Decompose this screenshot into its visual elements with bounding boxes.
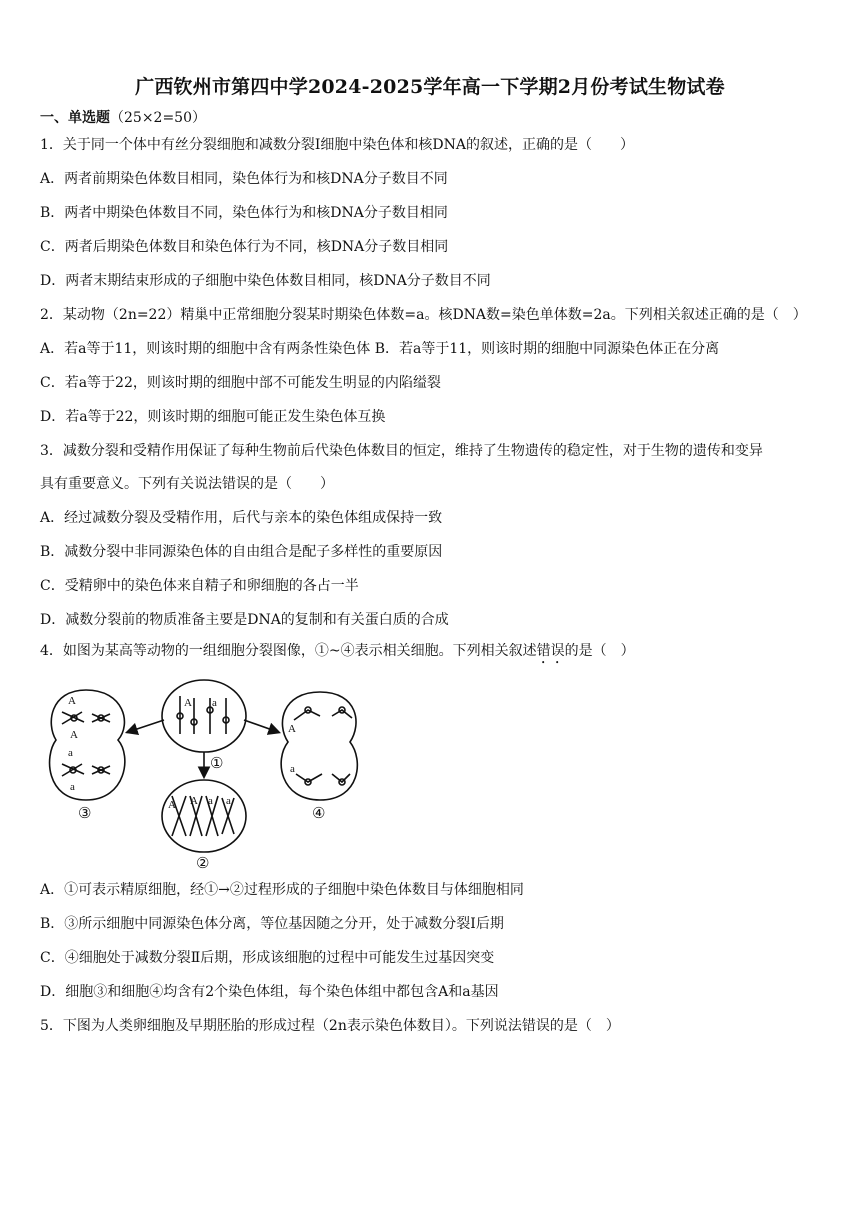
- arrow-1-to-4: [244, 720, 278, 732]
- gene-label: A: [68, 695, 76, 707]
- q3-stem-line1: 3．减数分裂和受精作用保证了每种生物前后代染色体数目的恒定，维持了生物遗传的稳定性，对于生物的遗传和变异: [40, 443, 763, 459]
- q1-option-d: D．两者末期结束形成的子细胞中染色体数目相同，核DNA分子数目不同: [40, 273, 491, 289]
- cell-4-outline: [281, 692, 357, 800]
- q3-option-a: A．经过减数分裂及受精作用，后代与亲本的染色体组成保持一致: [40, 510, 443, 526]
- cell-label-2: ②: [196, 856, 210, 872]
- section-name: 一、单选题: [40, 110, 110, 126]
- q4-stem-post: 的是（ ）: [564, 643, 635, 659]
- q4-option-d: D．细胞③和细胞④均含有2个染色体组，每个染色体组中都包含A和a基因: [40, 984, 499, 1000]
- gene-label: a: [290, 763, 295, 775]
- cell-1-outline: [162, 680, 246, 752]
- gene-label: a: [226, 795, 231, 807]
- q3-option-d: D．减数分裂前的物质准备主要是DNA的复制和有关蛋白质的合成: [40, 612, 449, 628]
- q1-option-c: C．两者后期染色体数目和染色体行为不同，核DNA分子数目相同: [40, 239, 449, 255]
- gene-label: A: [190, 795, 198, 807]
- q4-option-b: B．③所示细胞中同源染色体分离，等位基因随之分开，处于减数分裂Ⅰ后期: [40, 916, 504, 932]
- q2-option-d: D．若a等于22，则该时期的细胞可能正发生染色体互换: [40, 409, 386, 425]
- q4-stem-pre: 4．如图为某高等动物的一组细胞分裂图像，①~④表示相关细胞。下列相关叙述: [40, 643, 537, 659]
- gene-label: A: [168, 799, 176, 811]
- gene-label: a: [70, 781, 75, 793]
- cell-label-3: ③: [78, 806, 92, 822]
- q2-stem: 2．某动物（2n=22）精巢中正常细胞分裂某时期染色体数=a。核DNA数=染色单体数=2a。下列相关叙述正确的是（ ）: [40, 307, 807, 323]
- q4-option-a: A．①可表示精原细胞，经①→②过程形成的子细胞中染色体数目与体细胞相同: [40, 882, 524, 898]
- q4-option-c: C．④细胞处于减数分裂Ⅱ后期，形成该细胞的过程中可能发生过基因突变: [40, 950, 495, 966]
- cell-label-4: ④: [312, 806, 326, 822]
- q2-option-c: C．若a等于22，则该时期的细胞中部不可能发生明显的内陷缢裂: [40, 375, 441, 391]
- arrow-1-to-3: [128, 720, 164, 732]
- q4-stem: [40, 641, 635, 667]
- q4-stem-emphasis: 错误: [536, 643, 565, 659]
- q2-option-ab: A．若a等于11，则该时期的细胞中含有两条性染色体 B．若a等于11，则该时期的细胞中同源染色体正在分离: [40, 341, 720, 357]
- q3-stem-line2: 具有重要意义。下列有关说法错误的是（ ）: [40, 476, 334, 492]
- gene-label: a: [68, 747, 73, 759]
- q1-option-b: B．两者中期染色体数目不同，染色体行为和核DNA分子数目相同: [40, 205, 448, 221]
- gene-label: A: [70, 729, 78, 741]
- page-title: 广西钦州市第四中学2024-2025学年高一下学期2月份考试生物试卷: [135, 76, 725, 98]
- gene-label: a: [208, 795, 213, 807]
- gene-label: A: [184, 697, 192, 709]
- cell-division-figure: [40, 676, 370, 872]
- q5-stem: 5．下图为人类卵细胞及早期胚胎的形成过程（2n表示染色体数目）。下列说法错误的是（ ）: [40, 1018, 620, 1034]
- cell-2-outline: [162, 780, 246, 852]
- q3-option-c: C．受精卵中的染色体来自精子和卵细胞的各占一半: [40, 578, 359, 594]
- section-heading: [40, 108, 206, 128]
- q1-option-a: A．两者前期染色体数目相同，染色体行为和核DNA分子数目不同: [40, 171, 448, 187]
- section-points: （25×2=50）: [110, 110, 206, 126]
- q3-option-b: B．减数分裂中非同源染色体的自由组合是配子多样性的重要原因: [40, 544, 443, 560]
- cell-3-outline: [50, 690, 125, 800]
- q1-stem: 1．关于同一个体中有丝分裂细胞和减数分裂Ⅰ细胞中染色体和核DNA的叙述，正确的是（ ）: [40, 137, 635, 153]
- cell-label-1: ①: [210, 756, 224, 772]
- gene-label: a: [212, 697, 217, 709]
- gene-label: A: [288, 723, 296, 735]
